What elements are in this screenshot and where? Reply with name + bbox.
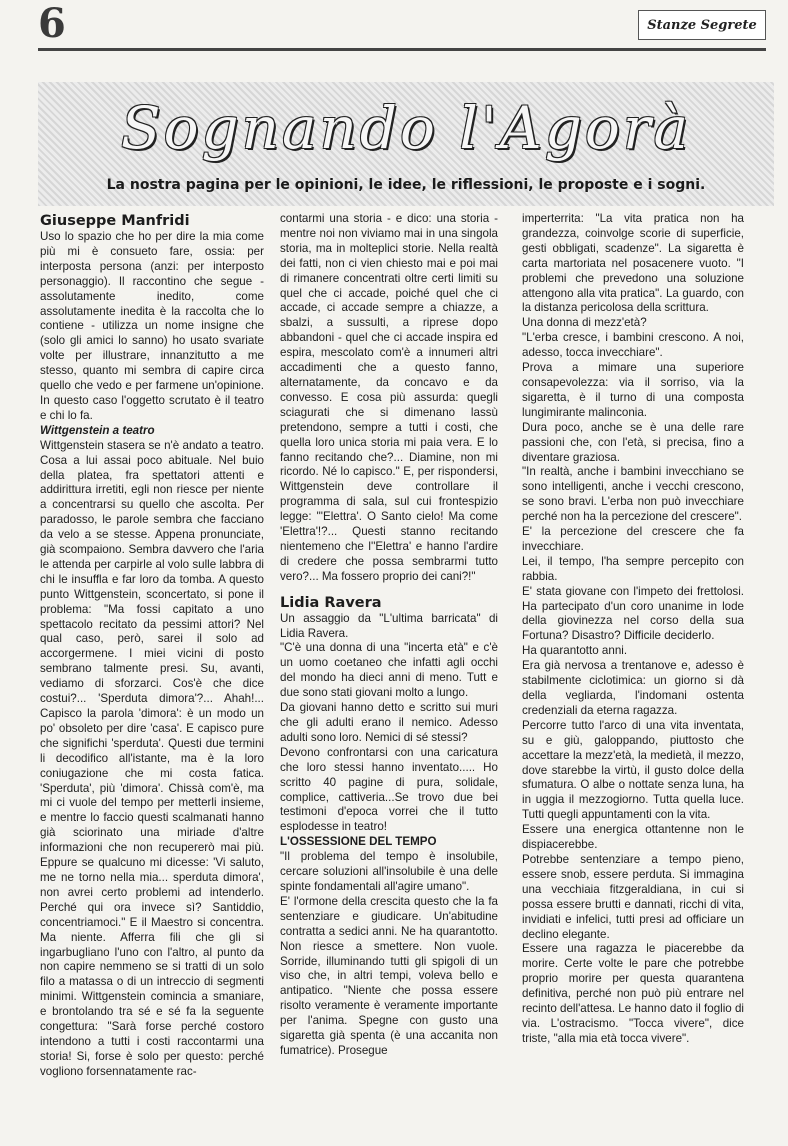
section-title: Sognando l'Agorà (120, 94, 692, 162)
section-subtitle: La nostra pagina per le opinioni, le idee, le riflessioni, le proposte e i sogni. (106, 177, 706, 193)
magazine-logo: Stanze Segrete (638, 10, 766, 40)
article-paragraph: "L'erba cresce, i bambini crescono. A noi, adesso, tocca invecchiare". (522, 331, 744, 360)
article-paragraph: Dura poco, anche se è una delle rare passioni che, con l'età, si precisa, fino a diventare graziosa. (522, 420, 744, 464)
article-paragraph: Potrebbe sentenziare a tempo pieno, essere snob, essere perduta. Si immagina una vecchiaia fitzgeraldiana, in cui si possa essere brutti e dannati, ricchi di vita, invidiati e infelici, tutti presi ad officiare un declino elegante. (522, 852, 744, 941)
article-paragraph: Era già nervosa a trentanove e, adesso è stabilmente ciclotimica: un giorno si dà della vegliarda, l'indomani ostenta credenziali da eterna ragazza. (522, 659, 744, 717)
author-name: Lidia Ravera (280, 594, 382, 611)
article-paragraph: E' l'ormone della crescita questo che la fa sentenziare e giudicare. Un'abitudine contratta a sedici anni. Ne ha quarantotto. Non riesce a smettere. Non vuole. Sorride, illuminando tutti gli spigoli di un viso che, in altri tempi, voleva bello e antipatico. "Niente che possa essere risolto veramente è veramente importante per l'anima. Spegne con gusto una sigaretta già spenta (è una accanita non fumatrice). Prosegue (280, 894, 498, 1057)
article-paragraph: "C'è una donna di una "incerta età" e c'è un uomo coetaneo che infatti agli occhi del mondo ha dieci anni di meno. Tutt e due sono stati giovani molto a lungo. (280, 641, 498, 700)
article-paragraph: Lei, il tempo, l'ha sempre percepito con rabbia. (522, 554, 744, 583)
story-text: Wittgenstein stasera se n'è andato a teatro. Cosa a lui assai poco abituale. Nel buio della platea, fra spettatori attenti e addirittura irretiti, egli non riesce per niente a concentrarsi su quello che ascolta. Per paradosso, le parole sembra che facciano da velo a se stesse. Appena pronunciate, già scompaiono. Sembra davvero che l'aria le attenda per carpirle al volo sulle labbra di chi le insuffla e far loro da tomba. A questo punto Wittgenstein, sconcertato, si pone il problema: "Ma fossi capitato a uno spettacolo recitato da pessimi attori? Nel qual caso, però, sarei il solo ad accorgermene. I miei vicini di posto sembrano talmente presi. Su, avanti, vediamo di sforzarci. Cos'è che dice costui?... 'Sperduta dimora'?... Ahah!... Capisco la parola 'dimora': è un modo un po' obsoleto per dire 'casa'. E capisco pure che significhi 'sperduta'. Questi due termini li decodifico all'istante, ma è la loro coniugazione che mi costa fatica. 'Sperduta', più 'dimora'. Chissà com'è, ma mi ci vuole del tempo per metterli insieme, e mentre lo faccio questi scalmanati hanno già sciorinato una miriade d'altre informazioni che non recupererò mai più. Eppure se qualcuno mi dicesse: 'Vi saluto, me ne torno nella mia... sperduta dimora', non avrei certo problemi ad intenderlo. Perché qui ora invece sì? Santiddio, concentriamoci." E il Maestro si concentra. Ma niente. Afferra fili che gli si ingarbugliano l'uno con l'altro, al punto da non capire nemmeno se si tratti di un solo filo a matassa o di un intreccio di segmenti minimi. Wittgenstein comincia a smaniare, e brontolando tra sé e sé fa la seguente congettura: "Sarà forse perché costoro intendono a tutti i costi raccontarmi una storia! Si, forse è solo per questo: perché vogliono forsennatamente rac- (40, 438, 264, 1078)
article-paragraph: Prova a mimare una superiore consapevolezza: via il sorriso, via la sigaretta, è il turno di una composta lungimirante malinconia. (522, 361, 744, 419)
header-rule (38, 48, 766, 51)
author-name: Giuseppe Manfridi (40, 213, 190, 229)
article-paragraph: E' la percezione del crescere che fa invecchiare. (522, 525, 744, 553)
story-continued: contarmi una storia - e dico: una storia - mentre noi non viviamo mai in una singola storia, ma in molteplici storie. Nella realtà dei fatti, non ci vien chiesto mai e poi mai di rimanere concentrati oltre certi limiti su quel che ci accade, poiché quel che ci accade, ci accade sempre a chiazze, a sbalzi, a sussulti, a riprese dopo abbandoni - quel che ci accade inspira ed espira, mescolato com'è a innumeri altri accadimenti che a questo fanno, alternatamente, da concavo e da convesso. E cosa più assurda: quegli sciagurati che si dimenano lassù pretendono, sempre a tutti i costi, che quella loro unica storia mi paia vera. E lo fanno recitando che?... Diamine, non mi ricordo. Né lo capisco." E, per rispondersi, Wittgenstein deve controllare il programma di sala, sul cui frontespizio legge: "'Elettra'. O Santo cielo! Ma come 'Elettra'!?... Questi stanno recitando nientemeno che l''Elettra' e hanno l'ardire di credere che possa sembrarmi tutto vero?... Ma fossero proprio dei cani?!" (280, 212, 498, 583)
section-banner (38, 82, 774, 206)
article-intro: Uso lo spazio che ho per dire la mia come più mi è consueto fare, ossia: per interposta persona (anzi: per interposto personaggio). Il raccontino che segue - assolutamente inedito, come assolutamente inedita è la raccolta che lo contiene - utilizza un nome insigne che (solo gli amici lo sanno) ho usato svariate volte per illustrare, innanzitutto a me stesso, quanto mi sembra di capire circa quello che vedo e per farmene un'opinione. In questo caso l'oggetto scrutato è il teatro e chi lo fa. (40, 230, 264, 422)
article-paragraph: Ha quarantotto anni. (522, 644, 628, 658)
section-heading: L'OSSESSIONE DEL TEMPO (280, 835, 437, 849)
article-column-2 (280, 212, 498, 1059)
article-column-1 (40, 212, 264, 1080)
article-paragraph: "In realtà, anche i bambini invecchiano se sono intelligenti, anche i vecchi crescono, se sono bravi. L'erba non può invecchiare perché non ha la percezione del crescere". (522, 465, 744, 524)
article-paragraph: Essere una ragazza le piacerebbe da morire. Certe volte le pare che potrebbe proprio morire per questa quarantena definitiva, perché non può più entrare nel recinto dell'attesa. Le hanno dato il foglio di via. L'ostracismo. "Tocca vivere", dice triste, "alla mia età tocca vivere". (522, 942, 745, 1045)
article-paragraph: Essere una energica ottantenne non le dispiacerebbe. (522, 823, 744, 852)
article-paragraph: Percorre tutto l'arco di una vita inventata, su e giù, galoppando, piuttosto che accettare la mezz'età, la medietà, il mezzo, dove starebbe la virtù, il gusto dolce della sfumatura. O albe o nottate senza luna, ha in uggia il mezzogiorno. Tutta quella luce. Tutti quegli appuntamenti con la vita. (522, 718, 744, 822)
article-paragraph: imperterrita: "La vita pratica non ha grandezza, coinvolge scorie di superficie, gesti obbligati, scadenze". La sigaretta è carta martoriata nel posacenere vuoto. "I problemi che prevedono una soluzione attengono alla vita pratica". La guardo, con la distanza pericolosa della scrittura. (522, 212, 744, 315)
article-paragraph: E' stata giovane con l'impeto dei frettolosi. Ha partecipato d'un coro unanime in lode della giovinezza nel corso della sua Fortuna? Disastro? Difficile deciderlo. (522, 584, 744, 643)
article-column-3 (522, 212, 744, 1047)
page-number: 6 (38, 0, 66, 47)
article-paragraph: Da giovani hanno detto e scritto sui muri che gli adulti erano il nemico. Adesso adulti sono loro. Nemici di sé stessi? (280, 701, 498, 744)
story-title: Wittgenstein a teatro (40, 423, 155, 437)
article-intro: Un assaggio da "L'ultima barricata" di Lidia Ravera. (280, 611, 498, 640)
article-paragraph: Una donna di mezz'età? (522, 316, 647, 330)
article-paragraph: "Il problema del tempo è insolubile, cercare soluzioni all'insolubile è una delle spinte fondamentali all'agire umano". (280, 850, 498, 893)
article-paragraph: Devono confrontarsi con una caricatura che loro stessi hanno inventato..... Ho scritto 40 pagine di pura, solidale, complice, cattiveria...Se trovo due bei testimoni d'epoca vorrei che il tutto esplodesse in teatro! (280, 745, 498, 834)
